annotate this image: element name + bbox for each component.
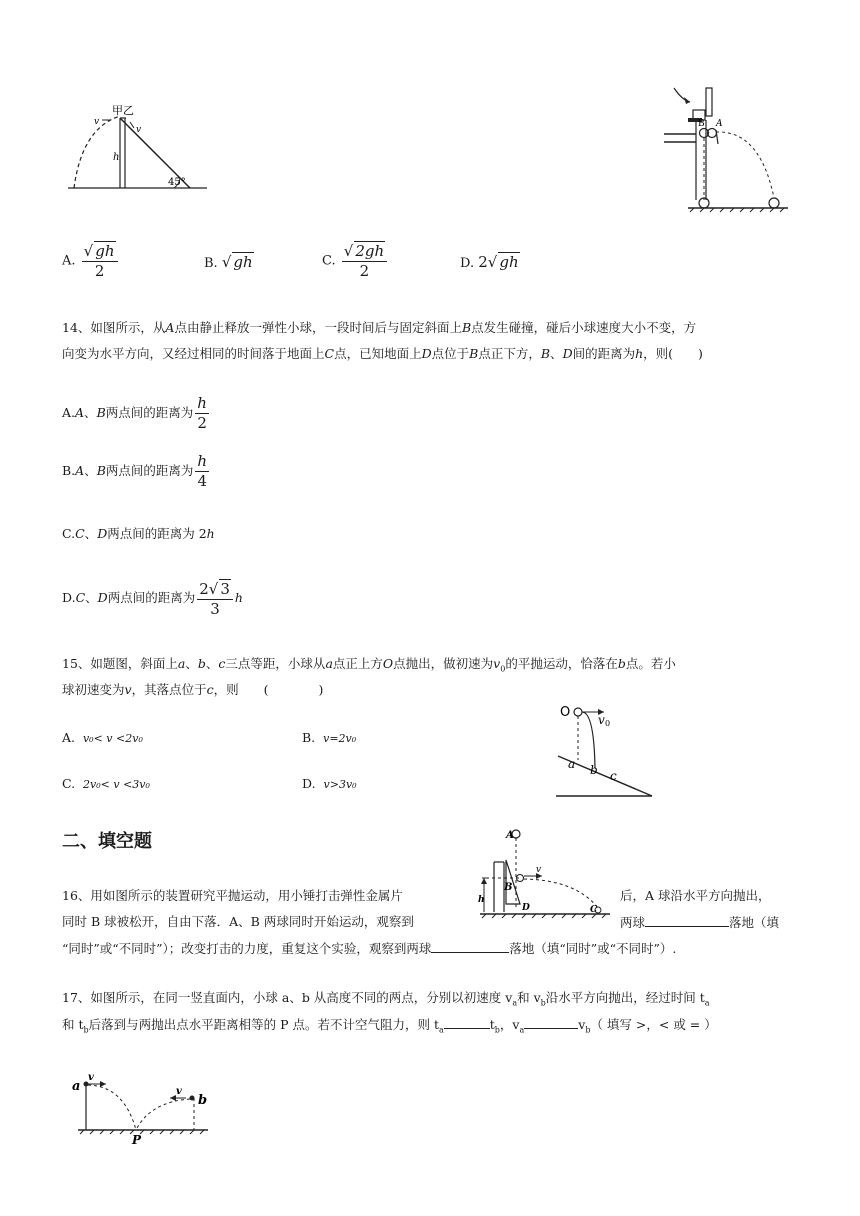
fig15-label-b: b [590,763,598,777]
fig16-label-a: A [506,830,514,841]
fig13-label-h: h [113,152,120,163]
q13-option-b-label: B. [204,256,218,271]
fig15-label-a: a [568,757,576,771]
q15-stem-line1: 15、如题图，斜面上a、b、c三点等距，小球从a点正上方O点抛出，做初速为$v_0$的平抛运动，恰落在b点。若小 [62,656,676,674]
q13-option-b-val: gh [233,253,253,271]
q13-option-d-coef: 2 [478,253,488,271]
q13-option-a-den: 2 [94,262,105,280]
section-title-fill-in: 二、填空题 [62,831,152,852]
fig13-label-v0-right: v [136,125,142,135]
figure-apparatus [660,80,796,216]
fig13-label-v0-left: v [94,117,100,127]
fig13-label-angle: 45° [168,177,186,188]
q17-line1: 17、如图所示，在同一竖直面内，小球 a、b 从高度不同的两点，分别以初速度 $v_a$和 $v_b$沿水平方向抛出，经过时间 $t_a$ [62,990,710,1008]
q14-option-a[interactable]: A.A、B两点间的距离为 $\frac{h}{2}$ [62,394,207,432]
figure-q13-incline [62,98,212,198]
q15-option-a[interactable]: A. v₀< v <2v₀ [62,730,143,745]
fig17-label-a: a [72,1079,81,1094]
q17-line2: 和 $t_b$后落到与两抛出点水平距离相等的 P 点。若不计空气阻力，则 $t_a$ $t_b$，$v_a$ $v_b$（ 填写 >，< 或 = ） [62,1017,717,1035]
q14-option-b[interactable]: B.A、B两点间的距离为 $\frac{h}{4}$ [62,452,208,490]
fig17-label-p: P [132,1133,142,1146]
figure-q17 [70,1070,214,1146]
q13-option-a-label: A. [62,253,76,269]
q17-blank-2[interactable] [524,1016,578,1029]
q17-blank-1[interactable] [444,1016,490,1029]
fig15-label-c: c [610,769,617,783]
figure-q15-incline [552,698,660,802]
q15-option-d[interactable]: D. v>3v₀ [302,776,357,791]
q16-line2: 同时 B 球被松开，自由下落．A、B 两球同时开始运动，观察到 [62,914,414,929]
fig17-label-va: v [88,1072,94,1083]
apparatus-label-b: B [698,119,705,129]
q16-blank-1[interactable] [645,914,729,927]
fig16-label-c: C [590,905,598,915]
q16-line1: 16、用如图所示的装置研究平抛运动，用小锤打击弹性金属片 [62,888,403,903]
q13-option-a[interactable]: A. $\frac{√ gh}{2}$ [62,241,120,281]
q13-option-a-num: gh [95,242,115,260]
q15-option-c[interactable]: C. 2v₀< v <3v₀ [62,776,150,791]
svg-text:0: 0 [605,719,611,728]
q14-option-d[interactable]: D.C、D两点间的距离为 $\frac{2√ 3}{3}$ h [62,579,243,618]
q13-option-d-label: D. [460,256,475,271]
apparatus-label-a: A [716,119,723,129]
fig16-label-h: h [478,895,485,905]
fig15-label-o: O [560,705,571,720]
q16-line1-right: 后，A 球沿水平方向抛出， [620,888,771,903]
fig17-label-vb: v [176,1086,182,1097]
q15-stem-line2: 球初速变为v，其落点位于c，则 ( ) [62,682,324,697]
q13-option-b[interactable]: B. √ gh [204,253,253,271]
q16-line2-right: 两球 落地（填 [620,915,780,930]
q13-option-c[interactable]: C. $\frac{√ 2gh}{2}$ [322,241,389,281]
fig16-label-b: B [504,882,513,893]
q14-option-c[interactable]: C.C、D两点间的距离为 2h [62,526,215,541]
q16-blank-2[interactable] [431,940,509,953]
q13-option-c-den: 2 [359,262,370,280]
q14-stem-line1: 14、如图所示，从A点由静止释放一弹性小球，一段时间后与固定斜面上B点发生碰撞，碰后小球速度大小不变，方 [62,320,697,335]
q14-stem-line2: 向变为水平方向，又经过相同的时间落于地面上C点，已知地面上D点位于B点正下方，B、D间的距离为h，则( ) [62,346,703,361]
q13-option-c-label: C. [322,253,336,269]
fig15-label-v0: v [598,713,605,727]
q13-option-d[interactable]: D. 2√ gh [460,253,519,271]
fig17-label-b: b [198,1093,208,1108]
fig16-label-d: D [522,903,530,913]
q13-option-c-num: 2gh [355,242,385,260]
q16-line3: “同时”或“不同时”）；改变打击的力度，重复这个实验，观察到两球 落地（填“同时”或“不同时”）. [62,941,677,956]
q15-option-b[interactable]: B. v=2v₀ [302,730,357,745]
figure-q16-apparatus [476,826,612,920]
fig16-label-v: v [536,865,542,875]
q13-option-d-val: gh [499,253,519,271]
fig13-label-jiayi: 甲乙 [112,104,134,117]
